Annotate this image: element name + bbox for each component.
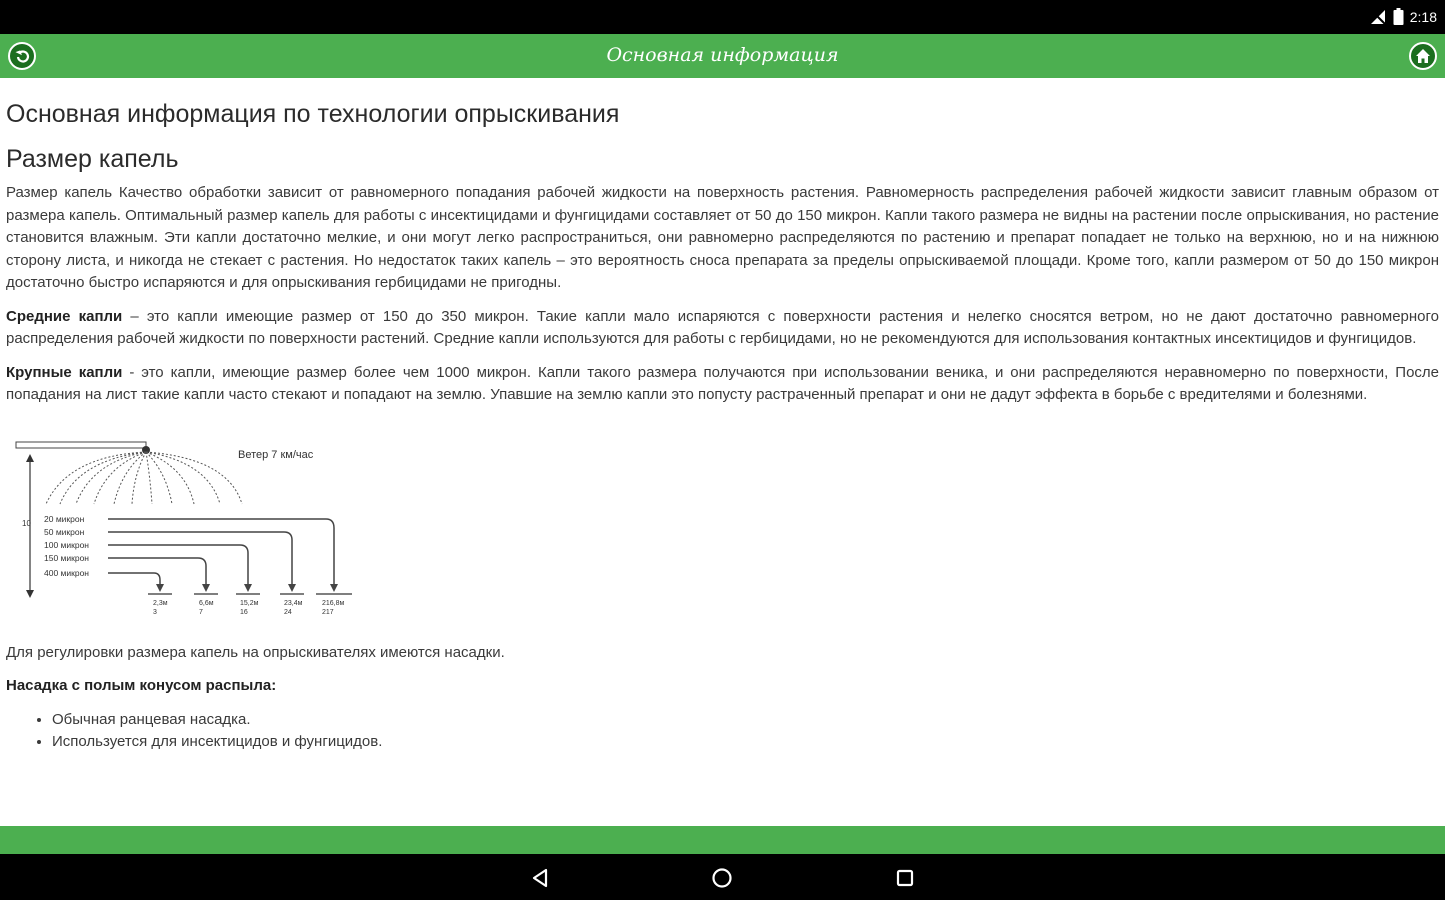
large-droplets-text: - это капли, имеющие размер более чем 1000 микрон. Капли такого размера получаются при использовании веника, и они распределяются неравномерно по поверхности, После попадания на лист такие капли часто стекают и попадают на землю. Упавшие на землю капли это попусту растраченный препарат и они не дадут эффекта в борьбе с вредителями и болезнями. (6, 363, 1440, 403)
droplet-drift-diagram (8, 420, 368, 634)
list-item: • Обычная ранцевая насадка. (52, 709, 1439, 731)
distance-bottom-3: 16 (240, 608, 248, 616)
page-title: Основная информация по технологии опрыскивания (6, 100, 620, 128)
medium-droplets-term: Средние капли (6, 307, 123, 325)
droplet-label-400: 400 микрон (44, 567, 90, 578)
distance-top-2: 6,6м (199, 599, 214, 607)
battery-icon (1393, 8, 1404, 25)
nav-back-button[interactable] (527, 865, 553, 891)
sprayer-boom (16, 442, 146, 448)
droplet-label-50: 50 микрон (44, 526, 85, 537)
paragraph-large-droplets (6, 362, 1439, 407)
nav-back-icon (529, 867, 551, 889)
droplet-label-20: 20 микрон (44, 513, 85, 524)
nav-home-icon (711, 867, 733, 889)
bottom-bar (0, 826, 1445, 854)
status-right (1369, 8, 1437, 25)
status-bar (0, 0, 1445, 34)
droplet-label-100: 100 микрон (44, 539, 90, 550)
paragraph-nozzles: Для регулировки размера капель на опрыскивателях имеются насадки. (6, 643, 505, 661)
distance-bottom-5: 217 (322, 608, 334, 616)
hollow-cone-heading: Насадка с полым конусом распыла: (6, 677, 277, 694)
wind-label: Ветер 7 км/час (238, 448, 314, 461)
paragraph-hollow-cone (6, 675, 1439, 698)
distance-top-5: 216,8м (322, 599, 345, 607)
paragraph-droplet-size: Размер капель Качество обработки зависит от равномерного попадания рабочей жидкости на поверхность растения. Равномерность распределения рабочей жидкости зависит главным образом от размера капель. Оптимальный размер капель для работы с инсектицидами и фунгицидами составляет от 50 до 150 микрон. Капли такого размера не видны на растении после опрыскивания, но растение становится влажным. Эти капли достаточно мелкие, и они могут легко распространиться, они равномерно распределяются по растению и препарат попадает не только на верхнюю, но и на нижнюю сторону листа, и никогда не стекает с растения. Но недостаток таких капель – это вероятность сноса препарата за пределы опрыскиваемой площади. Кроме того, капли размером от 50 до 150 микрон достаточно быстро испаряются и для опрыскивания гербицидами не пригодны. (6, 184, 1439, 291)
spray-fan (46, 452, 242, 504)
list-item: • Используется для инсектицидов и фунгицидов. (52, 731, 1439, 753)
droplet-trajectories (108, 519, 334, 586)
status-time: 2:18 (1409, 8, 1437, 25)
nav-home-button[interactable] (709, 865, 735, 891)
system-nav-bar (0, 854, 1445, 900)
hollow-cone-list (6, 709, 1439, 753)
distance-bottom-4: 24 (284, 608, 292, 616)
home-icon (1415, 48, 1431, 64)
distance-bottom-2: 7 (199, 608, 203, 616)
home-button[interactable] (1409, 42, 1437, 70)
signal-icon (1369, 9, 1387, 25)
height-label: 10 (22, 518, 31, 528)
large-droplets-term: Крупные капли (6, 363, 123, 381)
paragraph-medium-droplets (6, 306, 1439, 351)
app-header (0, 34, 1445, 78)
distance-top-3: 15,2м (240, 599, 259, 607)
droplet-label-150: 150 микрон (44, 552, 90, 563)
distance-top-1: 2,3м (153, 599, 168, 607)
header-title: Основная информация (606, 44, 839, 66)
distance-bottom-1: 3 (153, 608, 157, 616)
nav-recents-button[interactable] (892, 865, 918, 891)
content-area[interactable] (0, 78, 1445, 826)
section-title: Размер капель (6, 145, 179, 173)
nav-recents-icon (894, 867, 916, 889)
medium-droplets-text: – это капли имеющие размер от 150 до 350 микрон. Такие капли мало испаряются с поверхности растения и нелегко сносятся ветром, но не дают достаточно равномерного распределения рабочей жидкости по поверхности растений. Средние капли используются для работы с гербицидами, но не рекомендуются для использования контактных инсектицидов и фунгицидов. (6, 307, 1439, 347)
distance-top-4: 23,4м (284, 599, 303, 607)
